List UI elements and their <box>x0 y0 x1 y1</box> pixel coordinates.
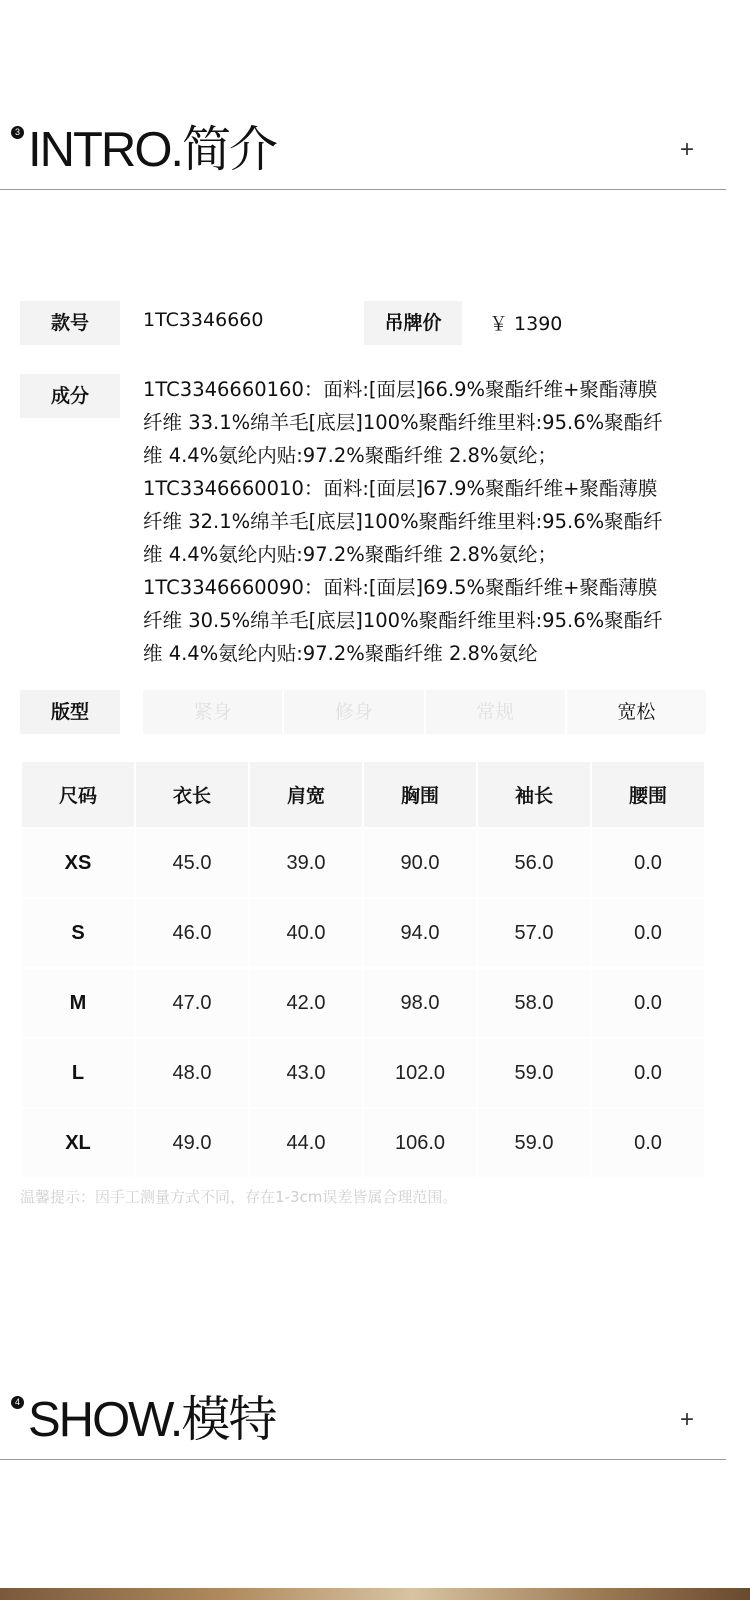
table-cell: 90.0 <box>364 829 476 897</box>
table-cell: 46.0 <box>136 899 248 967</box>
table-cell: 47.0 <box>136 969 248 1037</box>
fit-option-tight: 紧身 <box>143 690 282 734</box>
table-row <box>22 1109 704 1177</box>
fit-scale <box>143 690 706 734</box>
fit-option-loose-selected: 宽松 <box>567 690 706 734</box>
measurement-note: 温馨提示：因手工测量方式不同，存在1-3cm误差皆属合理范围。 <box>20 1188 458 1206</box>
table-cell: 48.0 <box>136 1039 248 1107</box>
col-header-length: 衣长 <box>136 762 248 827</box>
col-header-size: 尺码 <box>22 762 134 827</box>
show-section-header <box>0 1390 726 1460</box>
table-cell: 40.0 <box>250 899 362 967</box>
table-row <box>22 899 704 967</box>
section-number-badge: 4 <box>11 1396 24 1409</box>
col-header-shoulder: 肩宽 <box>250 762 362 827</box>
table-cell: 0.0 <box>592 899 704 967</box>
model-photo-edge <box>0 1588 750 1600</box>
fit-option-regular: 常规 <box>426 690 565 734</box>
table-cell: 44.0 <box>250 1109 362 1177</box>
table-row <box>22 829 704 897</box>
style-number-label: 款号 <box>20 301 120 345</box>
composition-line: 纤维 33.1%绵羊毛[底层]100%聚酯纤维里料:95.6%聚酯纤 <box>143 411 663 434</box>
table-cell: 0.0 <box>592 969 704 1037</box>
fit-option-slim: 修身 <box>284 690 423 734</box>
composition-line: 纤维 30.5%绵羊毛[底层]100%聚酯纤维里料:95.6%聚酯纤 <box>143 609 663 632</box>
intro-section-header <box>0 120 726 190</box>
size-cell: XL <box>22 1109 134 1177</box>
composition-line: 1TC3346660090：面料:[面层]69.5%聚酯纤维+聚酯薄膜 <box>143 576 658 599</box>
composition-line: 1TC3346660160：面料:[面层]66.9%聚酯纤维+聚酯薄膜 <box>143 378 658 401</box>
table-cell: 57.0 <box>478 899 590 967</box>
tag-price-value: ￥ 1390 <box>489 313 563 335</box>
col-header-chest: 胸围 <box>364 762 476 827</box>
table-cell: 0.0 <box>592 829 704 897</box>
composition-text <box>143 373 711 670</box>
intro-section-title: INTRO.简介 <box>28 123 277 177</box>
size-table <box>20 760 706 1179</box>
table-cell: 94.0 <box>364 899 476 967</box>
size-cell: S <box>22 899 134 967</box>
table-cell: 49.0 <box>136 1109 248 1177</box>
fit-label: 版型 <box>20 690 120 734</box>
size-table-header-row <box>22 762 704 827</box>
table-cell: 42.0 <box>250 969 362 1037</box>
table-cell: 106.0 <box>364 1109 476 1177</box>
table-cell: 102.0 <box>364 1039 476 1107</box>
size-cell: L <box>22 1039 134 1107</box>
composition-line: 纤维 32.1%绵羊毛[底层]100%聚酯纤维里料:95.6%聚酯纤 <box>143 510 663 533</box>
table-row <box>22 1039 704 1107</box>
table-cell: 56.0 <box>478 829 590 897</box>
style-number-value: 1TC3346660 <box>143 309 264 331</box>
section-divider <box>0 189 726 190</box>
size-cell: M <box>22 969 134 1037</box>
col-header-waist: 腰围 <box>592 762 704 827</box>
table-cell: 0.0 <box>592 1109 704 1177</box>
size-cell: XS <box>22 829 134 897</box>
table-cell: 0.0 <box>592 1039 704 1107</box>
composition-line: 维 4.4%氨纶内贴:97.2%聚酯纤维 2.8%氨纶 <box>143 642 538 665</box>
col-header-sleeve: 袖长 <box>478 762 590 827</box>
section-number-badge: 3 <box>11 126 24 139</box>
composition-line: 维 4.4%氨纶内贴:97.2%聚酯纤维 2.8%氨纶； <box>143 543 557 566</box>
section-divider <box>0 1459 726 1460</box>
table-row <box>22 969 704 1037</box>
table-cell: 59.0 <box>478 1109 590 1177</box>
composition-label: 成分 <box>20 374 120 418</box>
expand-plus-icon[interactable]: + <box>679 136 694 163</box>
show-section-title: SHOW.模特 <box>28 1393 276 1447</box>
composition-line: 1TC3346660010：面料:[面层]67.9%聚酯纤维+聚酯薄膜 <box>143 477 658 500</box>
table-cell: 59.0 <box>478 1039 590 1107</box>
table-cell: 45.0 <box>136 829 248 897</box>
table-cell: 39.0 <box>250 829 362 897</box>
table-cell: 98.0 <box>364 969 476 1037</box>
expand-plus-icon[interactable]: + <box>679 1406 694 1433</box>
table-cell: 58.0 <box>478 969 590 1037</box>
table-cell: 43.0 <box>250 1039 362 1107</box>
composition-line: 维 4.4%氨纶内贴:97.2%聚酯纤维 2.8%氨纶； <box>143 444 557 467</box>
tag-price-label: 吊牌价 <box>364 301 462 345</box>
